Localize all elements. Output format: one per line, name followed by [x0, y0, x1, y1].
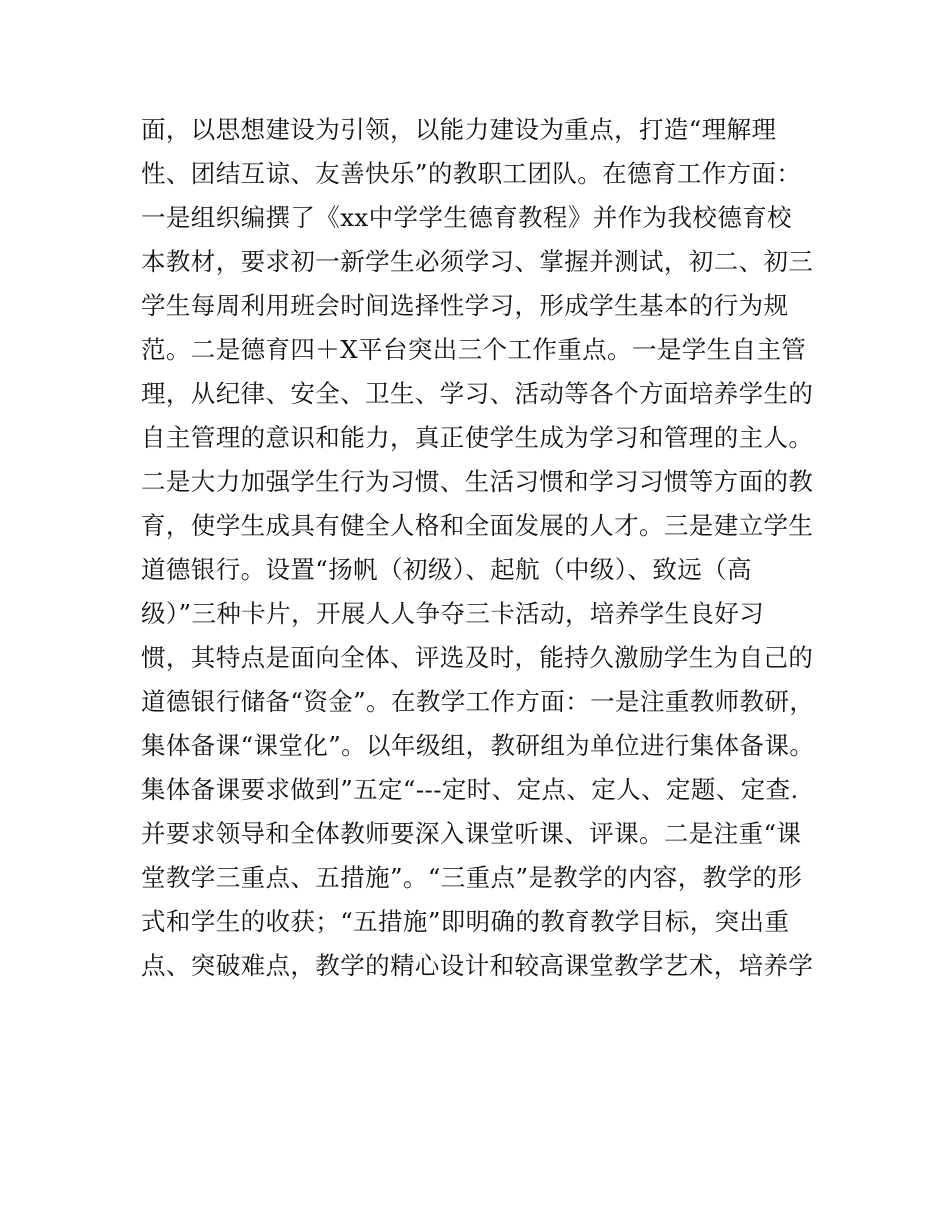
body-text — [141, 108, 821, 988]
text-line-17: 并要求领导和全体教师要深入课堂听课、评课。二是注重“课 — [141, 819, 802, 848]
text-line-8: 自主管理的意识和能力，真正使学生成为学习和管理的主人。 — [141, 423, 814, 452]
text-line-2: 性、团结互谅、友善快乐”的教职工团队。在德育工作方面： — [141, 159, 802, 188]
text-line-13: 惯，其特点是面向全体、评选及时，能持久激励学生为自己的 — [141, 643, 814, 672]
text-line-5: 学生每周利用班会时间选择性学习，形成学生基本的行为规 — [141, 291, 789, 320]
text-line-11: 道德银行。设置“扬帆（初级）、起航（中级）、致远（高 — [141, 555, 752, 584]
text-line-16: 集体备课要求做到”五定“---定时、定点、定人、定题、定查. — [141, 775, 799, 804]
text-line-12: 级）”三种卡片，开展人人争夺三卡活动，培养学生良好习 — [141, 599, 765, 628]
text-line-3: 一是组织编撰了《xx中学学生德育教程》并作为我校德育校 — [141, 203, 792, 232]
text-line-10: 育，使学生成具有健全人格和全面发展的人才。三是建立学生 — [141, 511, 814, 540]
text-line-18: 堂教学三重点、五措施”。“三重点”是教学的内容，教学的形 — [141, 863, 803, 892]
text-line-14: 道德银行储备“资金”。在教学工作方面：一是注重教师教研， — [141, 687, 815, 716]
text-line-4: 本教材，要求初一新学生必须学习、掌握并测试，初二、初三 — [141, 247, 814, 276]
text-line-7: 理，从纪律、安全、卫生、学习、活动等各个方面培养学生的 — [141, 379, 814, 408]
text-line-9: 二是大力加强学生行为习惯、生活习惯和学习习惯等方面的教 — [141, 467, 814, 496]
text-line-6: 范。二是德育四＋X平台突出三个工作重点。一是学生自主管 — [141, 335, 807, 364]
text-line-20: 点、突破难点，教学的精心设计和较高课堂教学艺术，培养学 — [141, 951, 814, 980]
text-line-15: 集体备课“课堂化”。以年级组，教研组为单位进行集体备课。 — [141, 731, 815, 760]
text-line-19: 式和学生的收获；“五措施”即明确的教育教学目标，突出重 — [141, 907, 790, 936]
text-line-1: 面，以思想建设为引领，以能力建设为重点，打造“理解理 — [141, 115, 777, 144]
